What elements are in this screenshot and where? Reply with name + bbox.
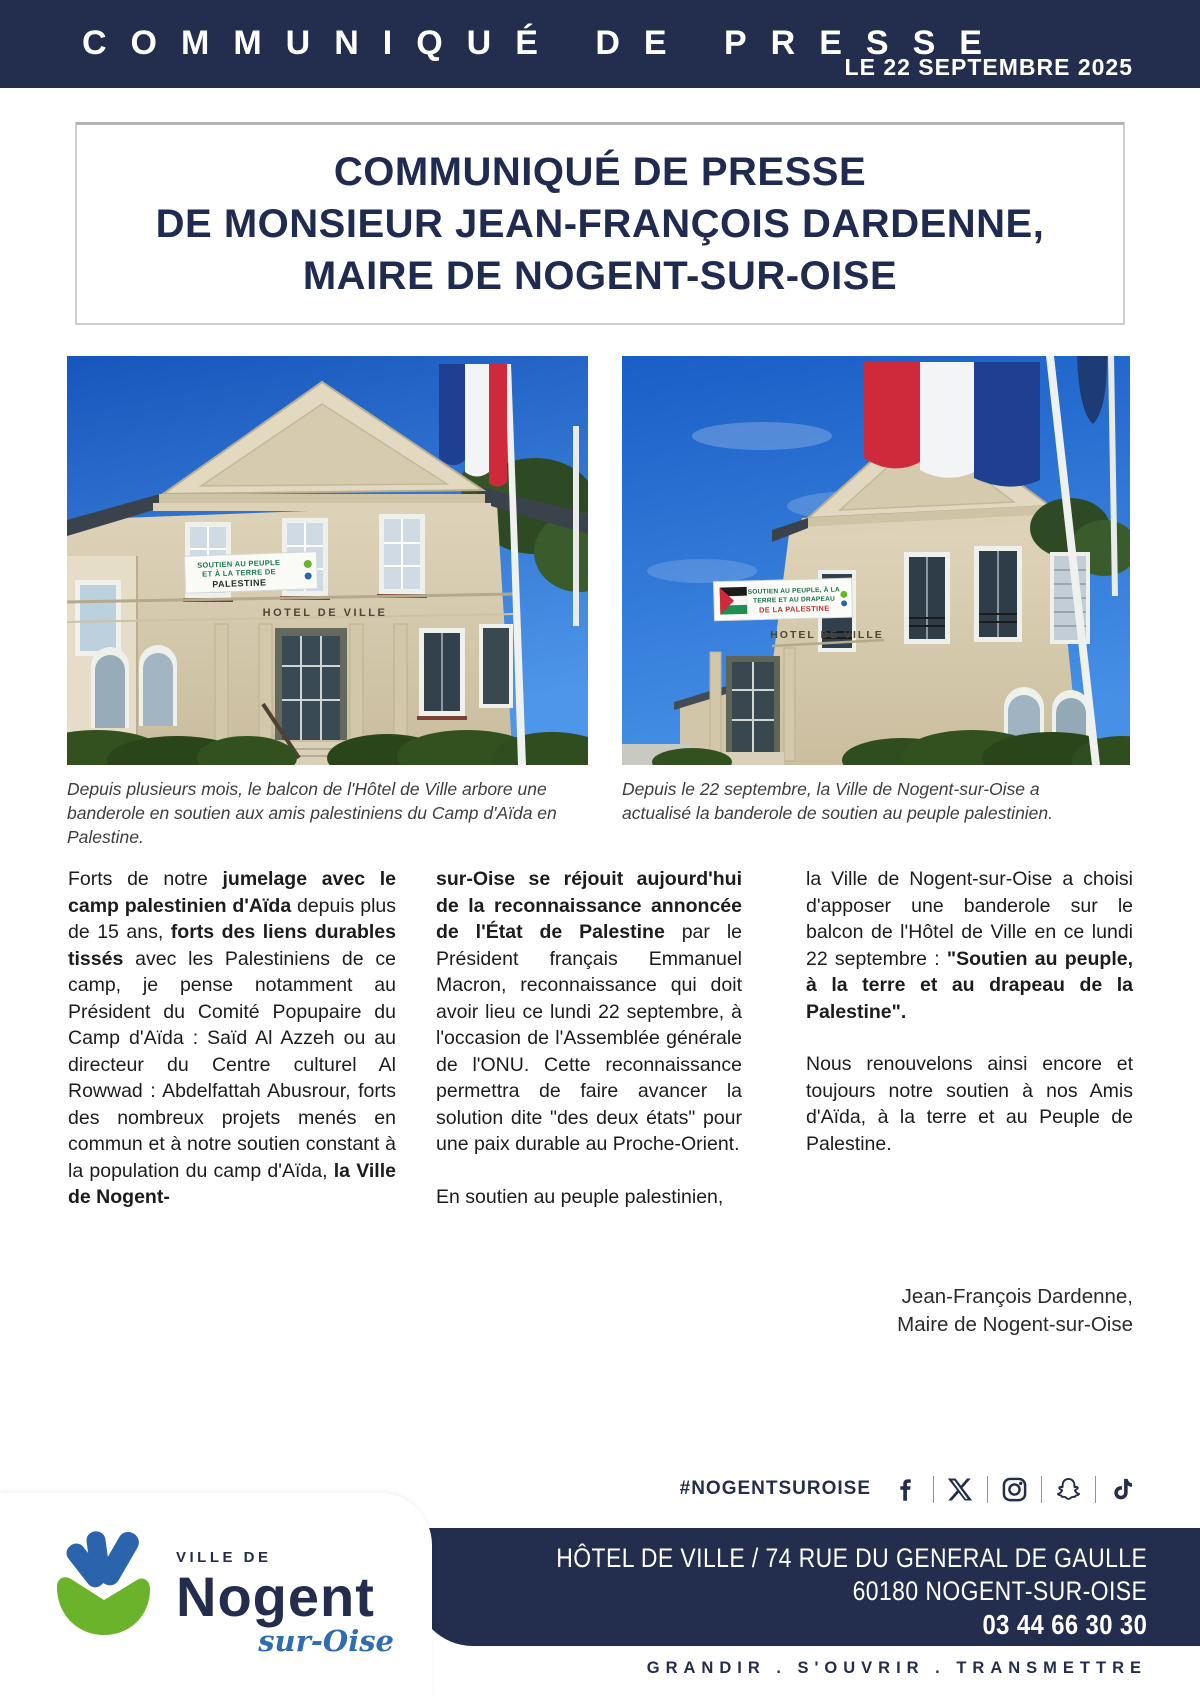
instagram-icon[interactable] <box>1001 1476 1028 1503</box>
side-pole <box>573 426 579 626</box>
text-segment: Forts de notre <box>68 868 223 890</box>
text-segment: En soutien au peuple palestinien, <box>436 1185 724 1208</box>
right-photo-illustration <box>622 356 1130 765</box>
tiktok-icon[interactable] <box>1109 1476 1136 1503</box>
text-segment: la Ville de Nogent-sur-Oise a choisi d'apposer une banderole sur le balcon de l'Hôtel de Ville en ce lundi 22 septembre : <box>806 868 1133 970</box>
left-photo-illustration <box>67 356 588 765</box>
divider <box>933 1476 934 1503</box>
banner-line-2: TERRE ET AU DRAPEAU <box>752 595 836 605</box>
paragraph <box>436 866 742 1158</box>
header-date: LE 22 SEPTEMBRE 2025 <box>844 54 1133 80</box>
divider <box>1041 1476 1042 1503</box>
header-bar <box>0 0 1200 88</box>
signature-name: Jean-François Dardenne, <box>901 1285 1133 1308</box>
city-logo-card <box>0 1493 432 1697</box>
banner-line-1: SOUTIEN AU PEUPLE, À LA <box>747 586 841 596</box>
nogent-logo-icon <box>42 1523 162 1643</box>
caption-right-photo: Depuis le 22 septembre, la Ville de Nogent-sur-Oise a actualisé la banderole de soutien au peuple palestinien. <box>622 779 1054 823</box>
social-row <box>680 1470 1136 1508</box>
paragraph <box>436 1184 742 1211</box>
title-line-1: COMMUNIQUÉ DE PRESSE <box>333 150 867 194</box>
banner-line-3: PALESTINE <box>212 577 267 590</box>
divider <box>1095 1476 1096 1503</box>
text-segment: par le Président français Emmanuel Macron, reconnaissance qui doit avoir lieu ce lundi 22 septembre, à l'occasion de l'Assemblée générale de l'ONU. Cette reconnaissance permettra de faire avancer la solution dite "des deux états" pour une paix durable au Proche-Orient. <box>436 921 742 1155</box>
signature-role: Maire de Nogent-sur-Oise <box>897 1313 1133 1336</box>
body-column-3 <box>806 866 1133 1157</box>
paragraph <box>806 1051 1133 1157</box>
footer-contact-block <box>556 1542 1147 1642</box>
logo-city-name: Nogent <box>176 1565 375 1628</box>
photo-town-hall-right <box>622 356 1130 765</box>
caption-left-photo: Depuis plusieurs mois, le balcon de l'Hôtel de Ville arbore une banderole en soutien aux amis palestiniens du Camp d'Aïda en Palestine. <box>67 779 557 847</box>
logo-suroise-label: sur-Oise <box>258 1624 394 1658</box>
text-segment-bold: "Soutien au peuple, à la terre et au drapeau de la Palestine". <box>806 947 1133 1023</box>
logo-villede-label: VILLE DE <box>176 1549 272 1566</box>
city-motto: GRANDIR . S'OUVRIR . TRANSMETTRE <box>646 1659 1147 1677</box>
footer-address-line-2: 60180 NOGENT-SUR-OISE <box>852 1576 1147 1606</box>
banner-line-1: SOUTIEN AU PEUPLE <box>196 557 281 570</box>
french-flag <box>864 362 1040 487</box>
snapchat-icon[interactable] <box>1055 1476 1082 1503</box>
header-title: COMMUNIQUÉ DE PRESSE <box>82 24 1006 62</box>
support-banner <box>184 552 317 594</box>
support-banner <box>714 578 853 621</box>
body-column-2 <box>436 866 742 1210</box>
text-segment-bold: sur-Oise se réjouit aujourd'hui de la reconnaissance annoncée de l'État de Palestine <box>436 868 742 943</box>
hashtag-label: #NOGENTSUROISE <box>679 1478 871 1499</box>
body-column-1 <box>68 866 396 1211</box>
text-segment: Nous renouvelons ainsi encore et toujours notre soutien à nos Amis d'Aïda, à la terre et au Peuple de Palestine. <box>806 1053 1133 1155</box>
footer-phone: 03 44 66 30 30 <box>982 1609 1147 1640</box>
footer-address-line-1: HÔTEL DE VILLE / 74 RUE DU GENERAL DE GAULLE <box>556 1543 1147 1573</box>
title-line-2: DE MONSIEUR JEAN-FRANÇOIS DARDENNE, <box>155 202 1045 246</box>
facade-label: HOTEL DE VILLE <box>262 607 388 619</box>
text-segment-bold: la Ville de Nogent- <box>68 1159 396 1208</box>
text-segment: depuis plus de 15 ans, <box>68 894 396 943</box>
photo-town-hall-left <box>67 356 588 765</box>
paragraph <box>68 866 396 1211</box>
facade-label: HOTEL DE VILLE <box>770 629 884 641</box>
text-segment-bold: forts des liens durables tissés <box>68 921 396 970</box>
footer-bar <box>415 1528 1200 1646</box>
divider <box>987 1476 988 1503</box>
banner-line-3: DE LA PALESTINE <box>758 603 830 615</box>
banner-line-2: ET À LA TERRE DE <box>202 567 277 579</box>
title-box <box>75 122 1125 325</box>
paragraph <box>806 866 1133 1025</box>
x-icon[interactable] <box>947 1476 974 1503</box>
text-segment: avec les Palestiniens de ce camp, je pense notamment au Président du Comité Popupaire du Camp d'Aïda : Saïd Al Azzeh ou au directeur du Centre culturel Al Rowwad : Abdelfattah Abusrour, forts des nombreux projets menés en commun et à notre soutien constant à la population du camp d'Aïda, <box>68 947 396 1182</box>
title-line-3: MAIRE DE NOGENT-SUR-OISE <box>302 254 898 298</box>
signature-block <box>897 1283 1133 1339</box>
text-segment-bold: jumelage avec le camp palestinien d'Aïda <box>68 868 396 917</box>
palestine-flag <box>720 587 748 615</box>
facebook-icon[interactable] <box>893 1476 920 1503</box>
logo-wordmark <box>176 1549 394 1658</box>
